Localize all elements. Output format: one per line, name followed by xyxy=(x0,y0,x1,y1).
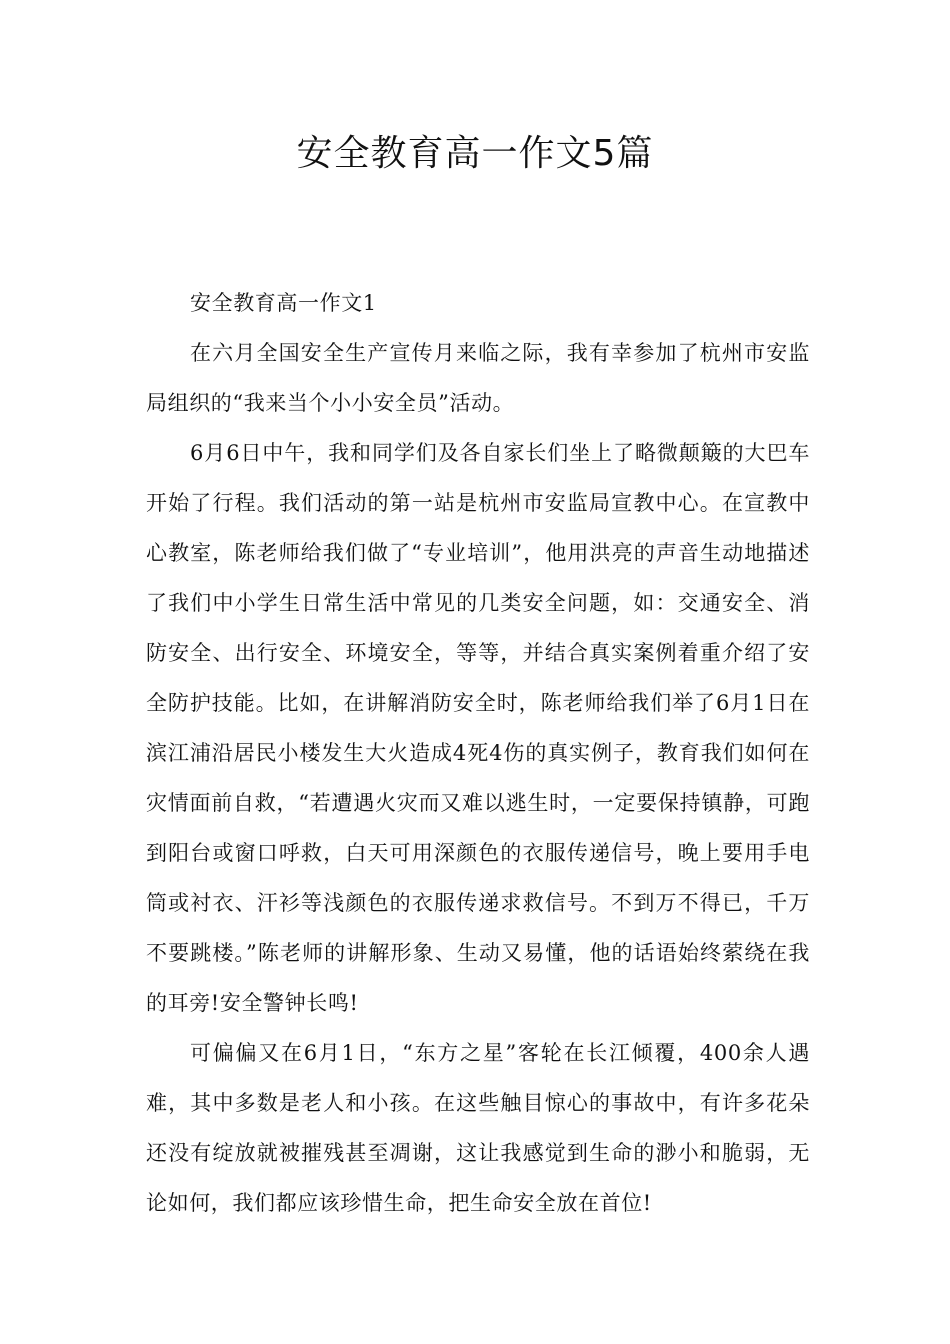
document-body xyxy=(146,278,810,1228)
paragraph: 6月6日中午，我和同学们及各自家长们坐上了略微颠簸的大巴车开始了行程。我们活动的第一站是杭州市安监局宣教中心。在宣教中心教室，陈老师给我们做了“专业培训”，他用洪亮的声音生动地描述了我们中小学生日常生活中常见的几类安全问题，如：交通安全、消防安全、出行安全、环境安全，等等，并结合真实案例着重介绍了安全防护技能。比如，在讲解消防安全时，陈老师给我们举了6月1日在滨江浦沿居民小楼发生大火造成4死4伤的真实例子，教育我们如何在灾情面前自救，“若遭遇火灾而又难以逃生时，一定要保持镇静，可跑到阳台或窗口呼救，白天可用深颜色的衣服传递信号，晚上要用手电筒或衬衣、汗衫等浅颜色的衣服传递求救信号。不到万不得已，千万不要跳楼。”陈老师的讲解形象、生动又易懂，他的话语始终萦绕在我的耳旁!安全警钟长鸣! xyxy=(146,441,810,1015)
document-title: 安全教育高一作文5篇 xyxy=(296,133,654,174)
paragraph: 可偏偏又在6月1日，“东方之星”客轮在长江倾覆，400余人遇难，其中多数是老人和小孩。在这些触目惊心的事故中，有许多花朵还没有绽放就被摧残甚至凋谢，这让我感觉到生命的渺小和脆弱，无论如何，我们都应该珍惜生命，把生命安全放在首位! xyxy=(146,1041,810,1215)
paragraph: 在六月全国安全生产宣传月来临之际，我有幸参加了杭州市安监局组织的“我来当个小小安全员”活动。 xyxy=(146,341,810,415)
section-heading: 安全教育高一作文1 xyxy=(190,291,377,315)
